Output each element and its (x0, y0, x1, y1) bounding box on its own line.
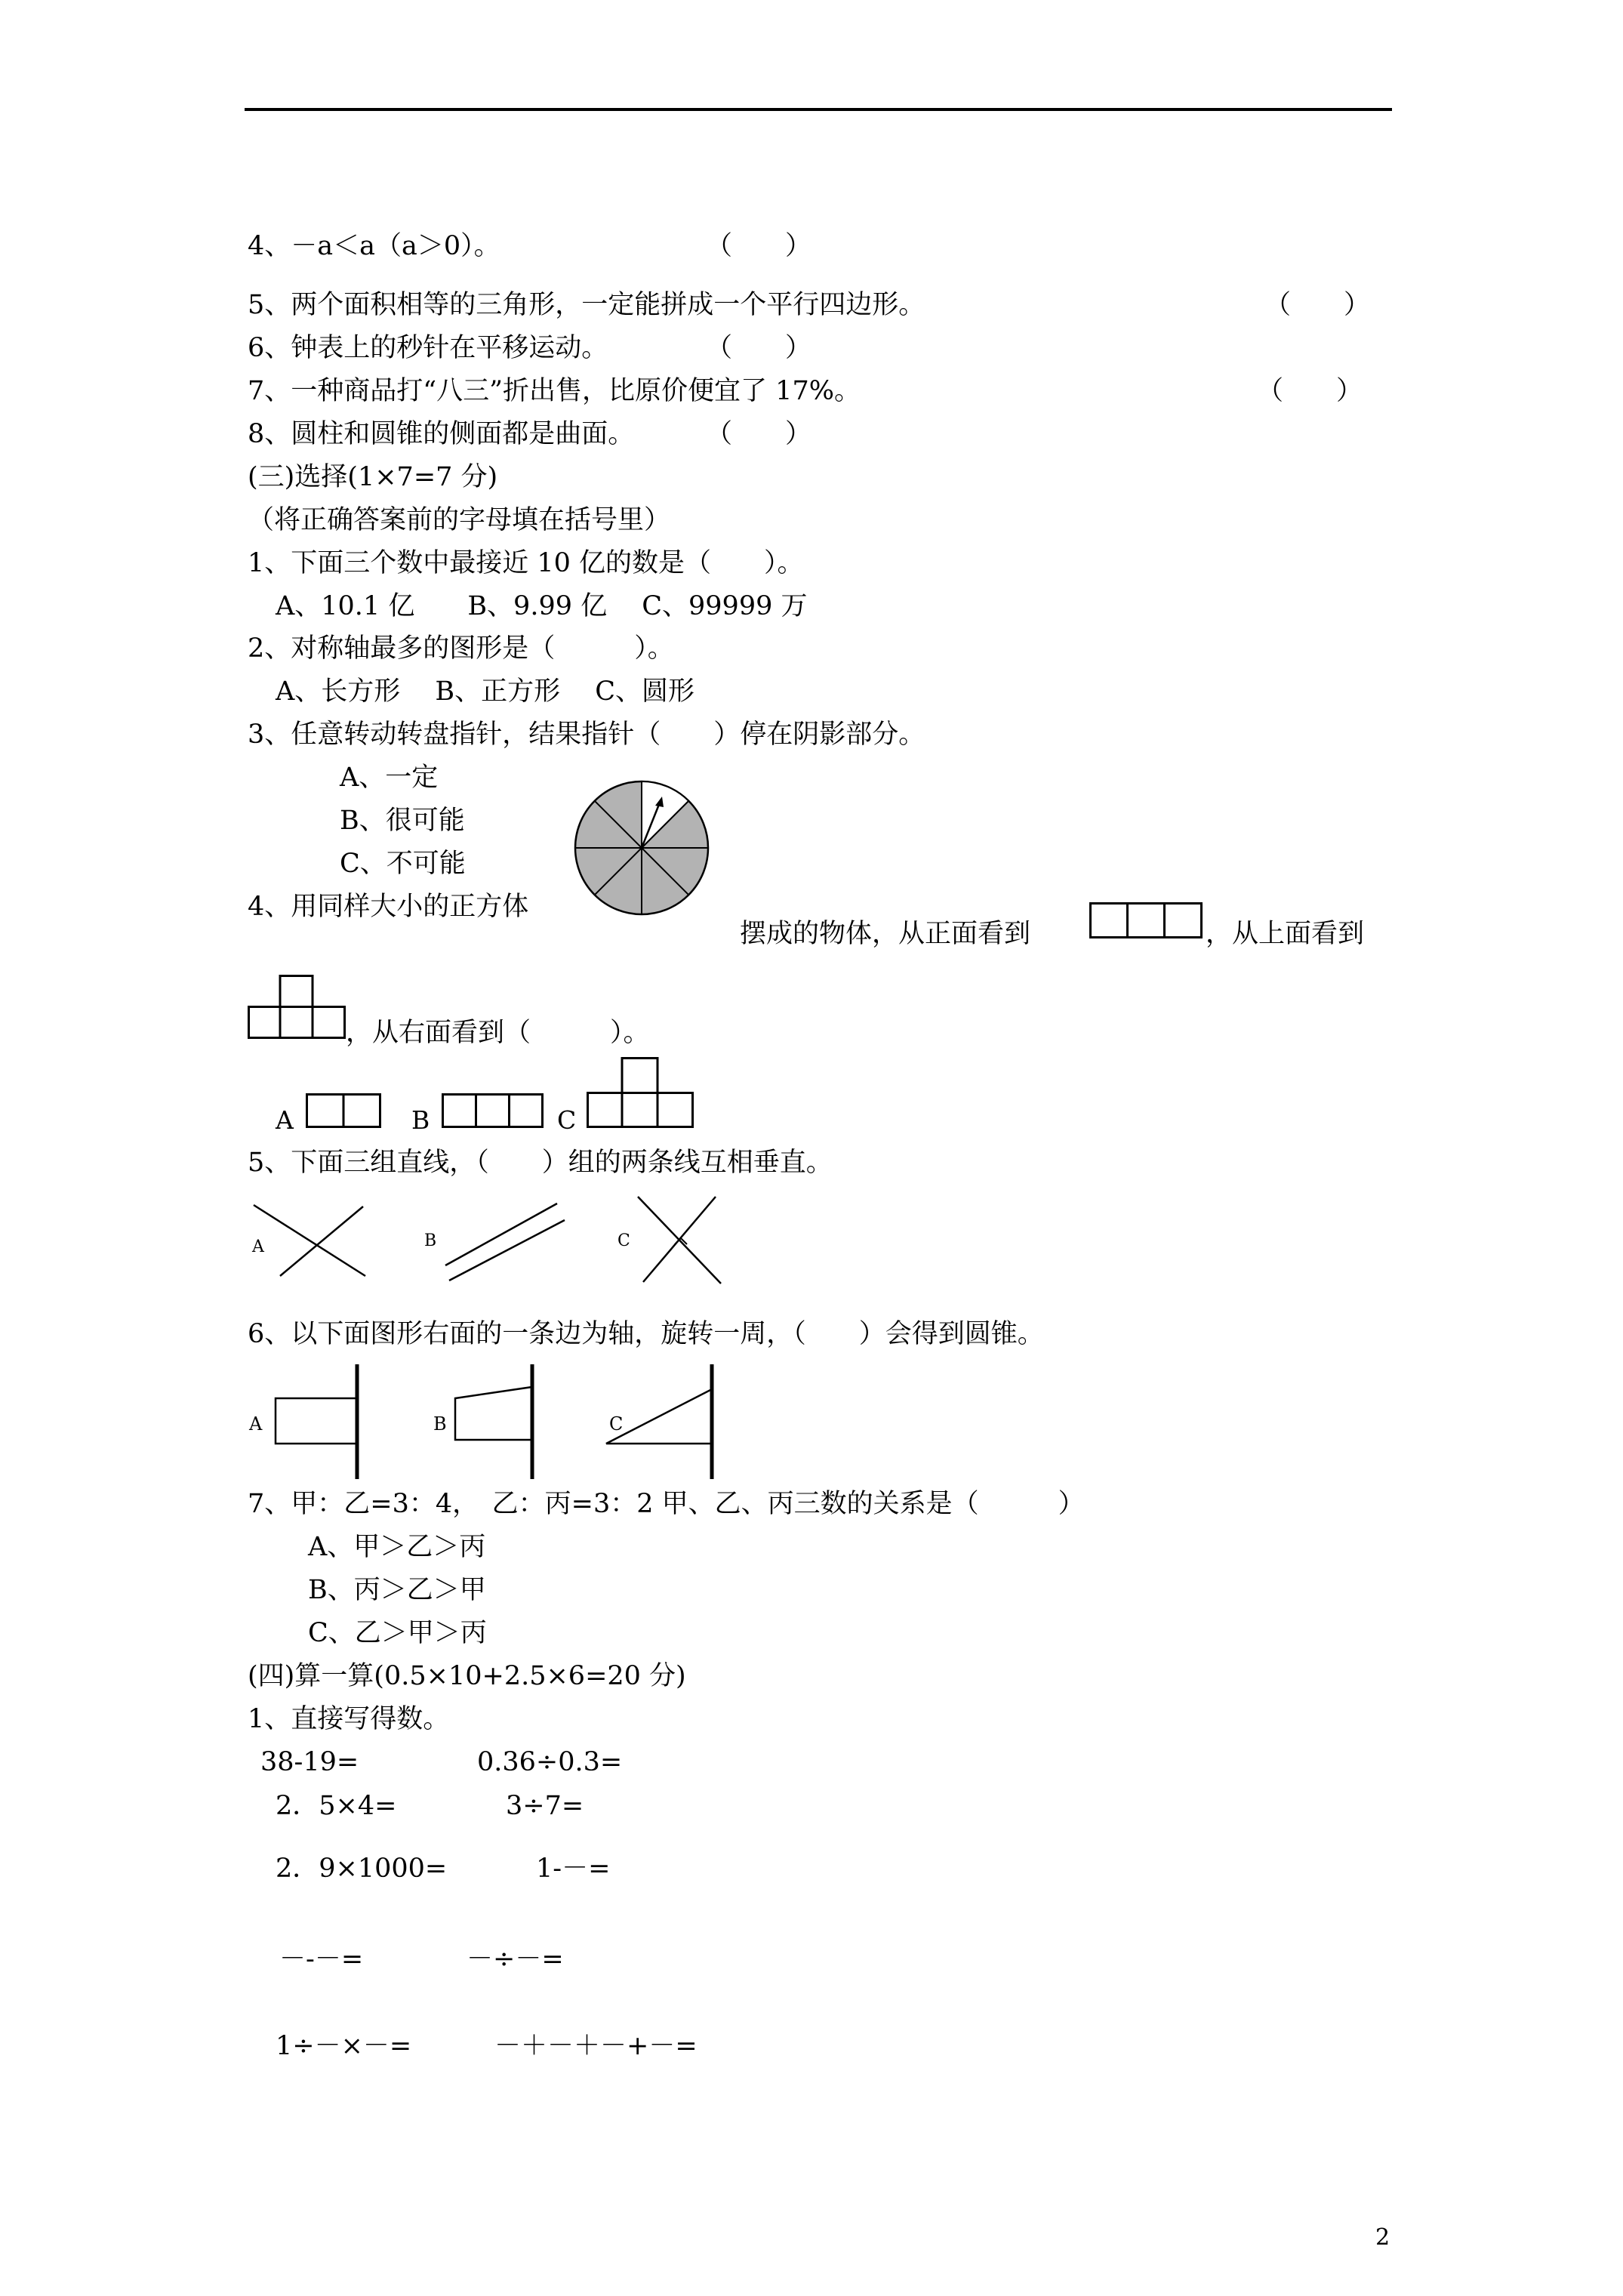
header-rule (245, 108, 1392, 111)
judge-q5: 5、两个面积相等的三角形，一定能拼成一个平行四边形。 (248, 290, 925, 320)
choice-q1: 1、下面三个数中最接近 10 亿的数是（ ）。 (248, 548, 804, 578)
q6-rectangle-figure (272, 1361, 362, 1481)
judge-q8: 8、圆柱和圆锥的侧面都是曲面。 (248, 419, 635, 449)
q4-option-a-label: A (276, 1105, 294, 1135)
choice-q7-option-a: A、甲＞乙＞丙 (308, 1532, 486, 1562)
choice-q2-options: A、长方形 B、正方形 C、圆形 (276, 676, 695, 707)
calc-r3-left: 2．9×1000= (276, 1854, 448, 1884)
choice-q3-option-b: B、很可能 (340, 806, 465, 836)
top-view-figure (248, 975, 346, 1040)
choice-q3-option-a: A、一定 (340, 763, 439, 793)
calc-heading: (四)算一算(0.5×10+2.5×6=20 分) (248, 1661, 686, 1691)
front-view-figure (1089, 902, 1203, 938)
judge-q4-paren[interactable]: （ ） (706, 231, 812, 261)
calc-r4-left: －-－= (279, 1944, 364, 1974)
choice-q3-option-c: C、不可能 (340, 849, 466, 879)
judge-q7: 7、一种商品打“八三”折出售，比原价便宜了 17%。 (248, 376, 861, 406)
spinner-figure (574, 780, 710, 916)
choice-heading: (三)选择(1×7=7 分) (248, 462, 498, 492)
q5-label-b: B (424, 1231, 437, 1250)
q6-trapezoid-figure (451, 1361, 542, 1481)
q4-option-a-figure (306, 1093, 381, 1128)
judge-q6-paren[interactable]: （ ） (706, 333, 812, 363)
q6-triangle-figure (602, 1361, 723, 1481)
q4-option-b-figure (442, 1093, 544, 1128)
calc-r1-left: 38-19= (260, 1747, 359, 1777)
choice-q5: 5、下面三组直线，（ ）组的两条线互相垂直。 (248, 1148, 833, 1178)
choice-q6: 6、以下面图形右面的一条边为轴，旋转一周，（ ）会得到圆锥。 (248, 1319, 1044, 1349)
calc-r5-left: 1÷－×－= (276, 2031, 412, 2061)
q4-option-c-label: C (557, 1105, 577, 1135)
page-number: 2 (1375, 2224, 1390, 2251)
calc-r3-right: 1-－= (536, 1854, 611, 1884)
choice-q4-part-b: 摆成的物体，从正面看到 (740, 919, 1031, 949)
q5-lines-a (246, 1199, 371, 1282)
q5-label-a: A (252, 1237, 264, 1256)
choice-q4-part-a: 4、用同样大小的正方体 (248, 892, 529, 922)
choice-q7-option-c: C、乙＞甲＞丙 (308, 1618, 487, 1648)
choice-q2: 2、对称轴最多的图形是（ ）。 (248, 633, 674, 664)
choice-q7: 7、甲：乙=3：4， 乙：丙=3：2 甲、乙、丙三数的关系是（ ） (248, 1489, 1085, 1519)
choice-note: （将正确答案前的字母填在括号里） (248, 505, 671, 535)
q5-lines-c (619, 1193, 732, 1291)
judge-q4: 4、－a＜a（a＞0）。 (248, 231, 500, 261)
calc-r5-right: －＋－＋－+－= (494, 2031, 698, 2061)
judge-q7-paren[interactable]: （ ） (1257, 376, 1363, 406)
calc-r2-right: 3÷7= (506, 1791, 584, 1821)
choice-q4-part-d: ，从右面看到（ ）。 (346, 1018, 650, 1048)
q5-label-c: C (617, 1231, 630, 1250)
judge-q5-paren[interactable]: （ ） (1264, 290, 1371, 320)
calc-q1: 1、直接写得数。 (248, 1704, 450, 1734)
q6-label-a: A (249, 1413, 263, 1435)
q4-option-c-figure (587, 1057, 694, 1128)
choice-q1-options: A、10.1 亿 B、9.99 亿 C、99999 万 (276, 591, 808, 621)
q4-option-b-label: B (411, 1105, 430, 1135)
choice-q7-option-b: B、丙＞乙＞甲 (308, 1575, 486, 1605)
q5-lines-b (423, 1199, 574, 1282)
judge-q6: 6、钟表上的秒针在平移运动。 (248, 333, 608, 363)
q6-label-b: B (433, 1413, 447, 1435)
judge-q8-paren[interactable]: （ ） (706, 419, 812, 449)
q6-label-c: C (609, 1413, 624, 1435)
choice-q4-part-c: ，从上面看到 (1206, 919, 1365, 949)
calc-r2-left: 2．5×4= (276, 1791, 397, 1821)
choice-q3: 3、任意转动转盘指针，结果指针（ ）停在阴影部分。 (248, 720, 925, 750)
calc-r4-right: －÷－= (467, 1944, 564, 1974)
calc-r1-right: 0.36÷0.3= (477, 1747, 623, 1777)
